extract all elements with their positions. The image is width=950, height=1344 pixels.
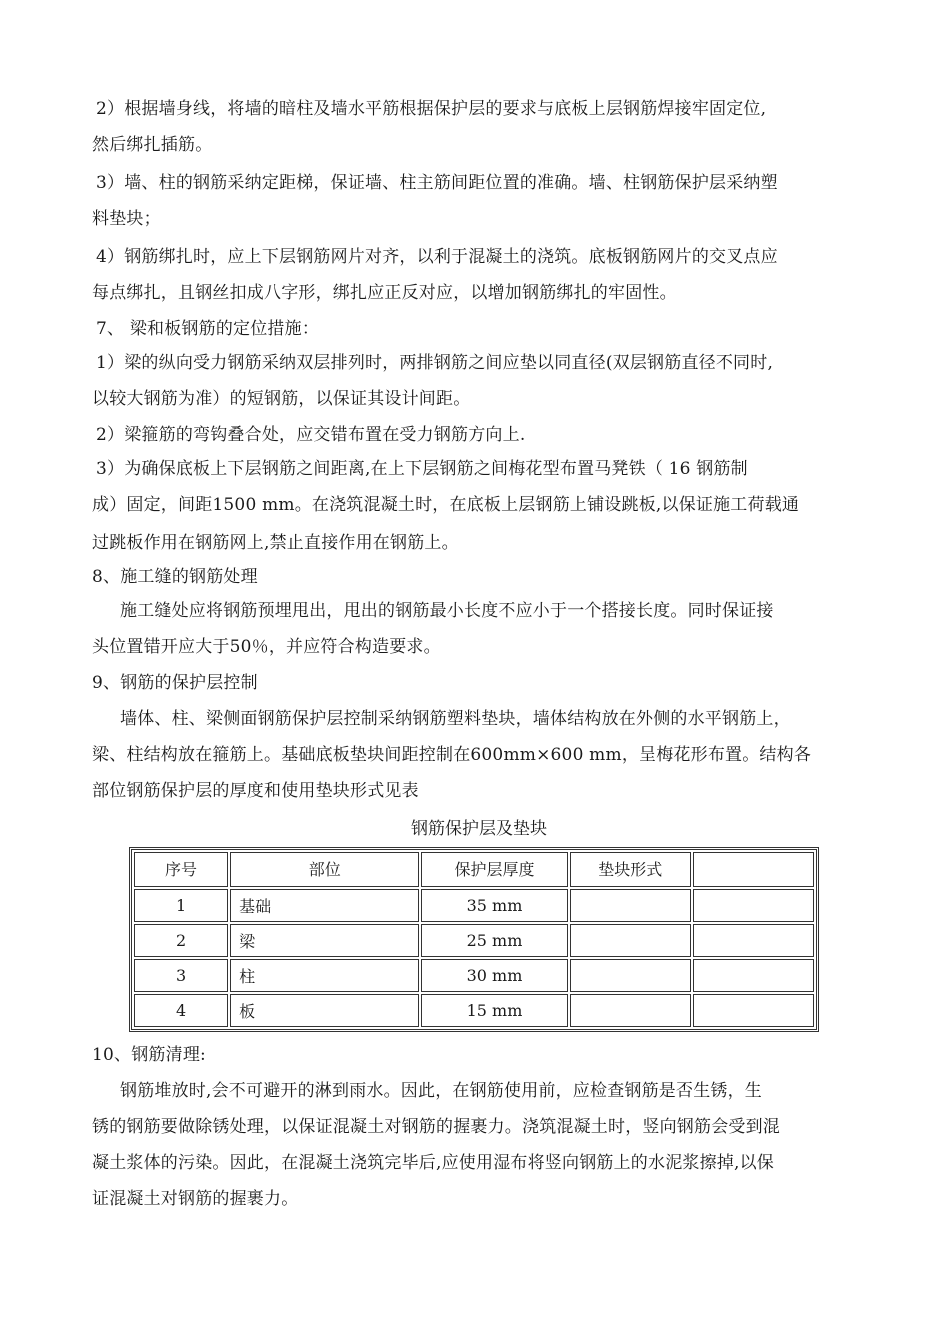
section-9-paragraph-line-1: 墙体、柱、梁侧面钢筋保护层控制采纳钢筋塑料垫块，墙体结构放在外侧的水平钢筋上，	[120, 709, 791, 729]
section-10-heading: 10、钢筋清理:	[92, 1045, 206, 1065]
header-cell-thickness: 保护层厚度	[421, 852, 567, 887]
section-7-heading: 7、 梁和板钢筋的定位措施：	[96, 319, 320, 339]
cell-thickness: 15 mm	[421, 994, 567, 1027]
paragraph-3-line-1: 3）墙、柱的钢筋采纳定距梯，保证墙、柱主筋间距位置的准确。墙、柱钢筋保护层采纳塑	[96, 173, 778, 193]
section-8-heading: 8、施工缝的钢筋处理	[92, 567, 258, 587]
section-9-heading: 9、钢筋的保护层控制	[92, 673, 258, 693]
table-row	[134, 959, 814, 992]
cell-form	[570, 994, 691, 1027]
table-row	[134, 994, 814, 1027]
cell-part: 梁	[230, 924, 419, 957]
table-header-row	[134, 852, 814, 887]
cell-thickness: 30 mm	[421, 959, 567, 992]
section-7-item-2: 2）梁箍筋的弯钩叠合处，应交错布置在受力钢筋方向上.	[96, 425, 526, 445]
section-8-paragraph-line-1: 施工缝处应将钢筋预埋甩出，甩出的钢筋最小长度不应小于一个搭接长度。同时保证接	[120, 601, 774, 621]
cell-form	[570, 924, 691, 957]
cell-form	[570, 959, 691, 992]
section-7-item-1-line-2: 以较大钢筋为准）的短钢筋，以保证其设计间距。	[92, 389, 471, 409]
paragraph-2-line-1: 2）根据墙身线，将墙的暗柱及墙水平筋根据保护层的要求与底板上层钢筋焊接牢固定位,	[96, 99, 767, 119]
cell-part: 基础	[230, 889, 419, 922]
section-10-paragraph-line-4: 证混凝土对钢筋的握裹力。	[92, 1189, 299, 1209]
cell-extra	[693, 924, 814, 957]
section-7-item-3-line-2: 成）固定，间距1500 mm。在浇筑混凝土时，在底板上层钢筋上铺设跳板,以保证施工荷载通	[92, 495, 800, 515]
section-9-paragraph-line-2: 梁、柱结构放在箍筋上。基础底板垫块间距控制在600mm×600 mm，呈梅花形布置。结构各	[92, 745, 812, 765]
table-row	[134, 889, 814, 922]
cell-thickness: 25 mm	[421, 924, 567, 957]
table-row	[134, 924, 814, 957]
cell-no: 4	[134, 994, 228, 1027]
cell-no: 1	[134, 889, 228, 922]
header-cell-form: 垫块形式	[570, 852, 691, 887]
cell-part: 板	[230, 994, 419, 1027]
paragraph-4-line-1: 4）钢筋绑扎时，应上下层钢筋网片对齐，以利于混凝土的浇筑。底板钢筋网片的交叉点应	[96, 247, 778, 267]
section-8-paragraph-line-2: 头位置错开应大于50％，并应符合构造要求。	[92, 637, 441, 657]
section-10-paragraph-line-1: 钢筋堆放时,会不可避开的淋到雨水。因此，在钢筋使用前，应检查钢筋是否生锈，生	[120, 1081, 763, 1101]
header-cell-extra	[693, 852, 814, 887]
cell-extra	[693, 889, 814, 922]
section-9-paragraph-line-3: 部位钢筋保护层的厚度和使用垫块形式见表	[92, 781, 419, 801]
cell-extra	[693, 959, 814, 992]
cell-form	[570, 889, 691, 922]
paragraph-3-line-2: 料垫块；	[92, 209, 161, 229]
cell-part: 柱	[230, 959, 419, 992]
table-caption: 钢筋保护层及垫块	[411, 819, 547, 839]
cover-thickness-table	[131, 849, 817, 1030]
section-7-item-1-line-1: 1）梁的纵向受力钢筋采纳双层排列时，两排钢筋之间应垫以同直径(双层钢筋直径不同时,	[96, 353, 774, 373]
section-7-item-3-line-1: 3）为确保底板上下层钢筋之间距离,在上下层钢筋之间梅花型布置马凳铁（ 16 钢筋制	[96, 459, 748, 479]
cell-thickness: 35 mm	[421, 889, 567, 922]
paragraph-4-line-2: 每点绑扎，且钢丝扣成八字形，绑扎应正反对应，以增加钢筋绑扎的牢固性。	[92, 283, 677, 303]
header-cell-no: 序号	[134, 852, 228, 887]
cell-no: 3	[134, 959, 228, 992]
section-10-paragraph-line-2: 锈的钢筋要做除锈处理，以保证混凝土对钢筋的握裹力。浇筑混凝土时，竖向钢筋会受到混	[92, 1117, 780, 1137]
cell-no: 2	[134, 924, 228, 957]
header-cell-part: 部位	[230, 852, 419, 887]
section-7-item-3-line-3: 过跳板作用在钢筋网上,禁止直接作用在钢筋上。	[92, 533, 459, 553]
section-10-paragraph-line-3: 凝土浆体的污染。因此，在混凝土浇筑完毕后,应使用湿布将竖向钢筋上的水泥浆擦掉,以保	[92, 1153, 775, 1173]
paragraph-2-line-2: 然后绑扎插筋。	[92, 135, 213, 155]
cell-extra	[693, 994, 814, 1027]
